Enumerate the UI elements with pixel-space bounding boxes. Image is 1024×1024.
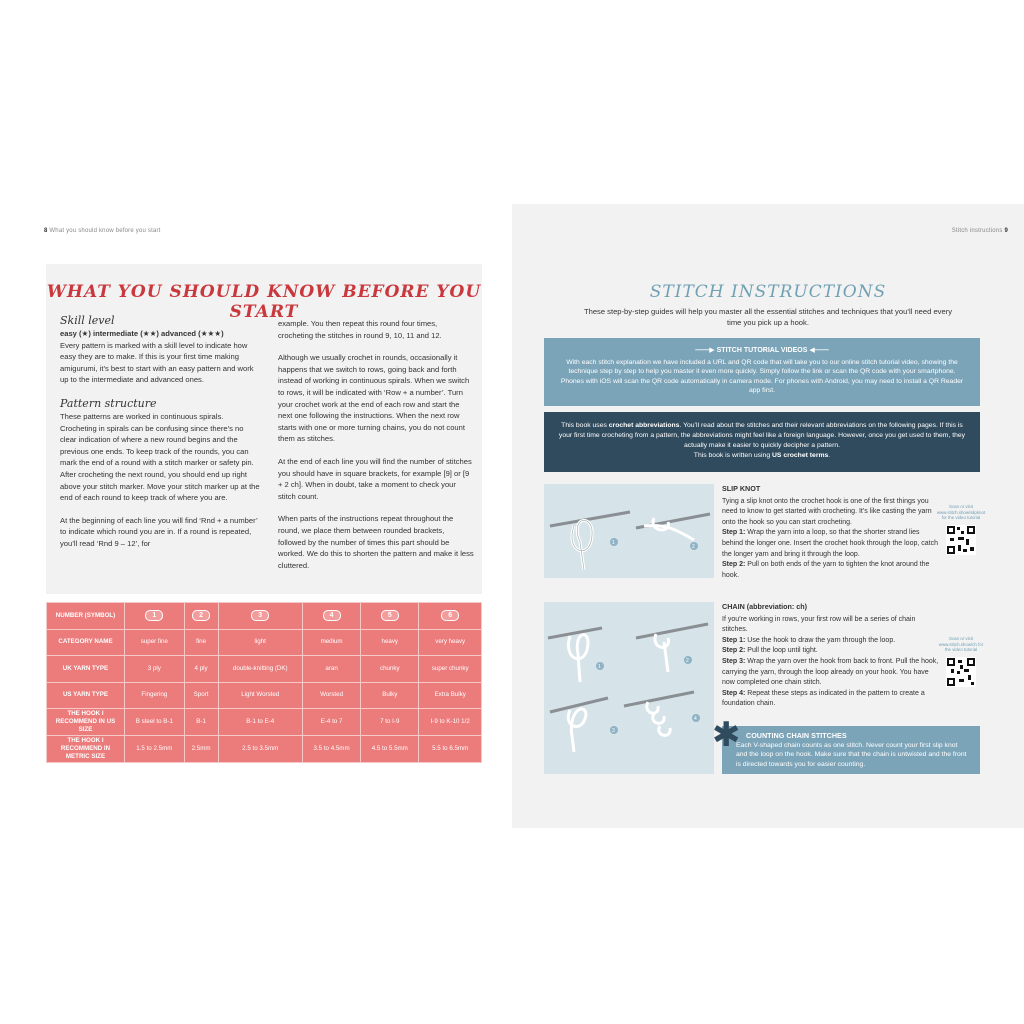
table-cell: Sport — [184, 682, 218, 709]
table-cell: aran — [302, 656, 360, 683]
slip-knot-drawing — [544, 484, 714, 578]
stitch-count-paragraph: At the end of each line you will find the number of stitches you should have in square brackets, for example [9] or [9 + 2 ch]. When in doubt, take a moment to check your stitch count. — [278, 456, 472, 501]
abbreviations-box: This book uses crochet abbreviations. You’ll read about the stitches and their relevant abbreviations on the following pages. If this is your first time crocheting from a pattern, the abbreviations might feel like a foreign language. However, once you get used to them, they actually make it easier to quickly decipher a pattern. This book is written using US crochet terms. — [544, 412, 980, 472]
table-cell: Bulky — [361, 682, 419, 709]
table-cell — [419, 603, 482, 630]
table-cell: 1.5 to 2.5mm — [125, 736, 185, 763]
pattern-structure-heading: Pattern structure — [60, 396, 157, 410]
table-row-header: UK YARN TYPE — [47, 656, 125, 683]
svg-text:1: 1 — [612, 540, 615, 546]
skill-level-heading: Skill level — [60, 314, 115, 327]
slip-knot-step-1: Step 1: Wrap the yarn into a loop, so that the shorter strand lies behind the longer one. Insert the crochet hook through the loop, catch the longer yarn and bring it through the loop. — [722, 529, 938, 558]
table-cell: 4.5 to 5.5mm — [361, 736, 419, 763]
running-head-text: Stitch instructions — [951, 228, 1003, 234]
page-subtitle: These step-by-step guides will help you master all the essential stitches and techniques that you’ll need every time you pick up a hook. — [583, 307, 953, 327]
table-row — [47, 682, 482, 709]
arrow-right-icon: ——▶ — [695, 347, 715, 354]
table-cell: Worsted — [302, 682, 360, 709]
chain-illustration — [544, 602, 714, 774]
table-cell: light — [218, 629, 302, 656]
yarn-weight-symbol-icon: 5 — [381, 610, 399, 621]
table-cell: 7 to I-9 — [361, 709, 419, 736]
slip-knot-intro: Tying a slip knot onto the crochet hook is one of the first things you need to know to get started with crocheting. It’s like casting the yarn onto the hook so you can start crocheting. — [722, 497, 932, 526]
rounds-paragraph: example. You then repeat this round four times, crocheting the stitches in round 9, 10, 11 and 12. — [278, 319, 442, 340]
table-row — [47, 629, 482, 656]
table-cell: 4 ply — [184, 656, 218, 683]
table-cell: Fingering — [125, 682, 185, 709]
running-head-left — [44, 228, 161, 234]
slip-knot-section — [722, 484, 940, 581]
yarn-weight-symbol-icon: 4 — [323, 610, 341, 621]
yarn-weight-symbol-icon: 3 — [251, 610, 269, 621]
table-cell: super chunky — [419, 656, 482, 683]
svg-text:3: 3 — [612, 728, 615, 734]
asterisk-icon: ✱ — [712, 716, 741, 754]
table-cell — [361, 603, 419, 630]
table-row — [47, 709, 482, 736]
chain-intro: If you’re working in rows, your first row will be a series of chain stitches. — [722, 615, 916, 634]
table-cell: 3.5 to 4.5mm — [302, 736, 360, 763]
table-cell — [184, 603, 218, 630]
qr-code-icon[interactable] — [946, 525, 976, 555]
counting-chain-heading: COUNTING CHAIN STITCHES — [746, 731, 847, 740]
table-cell: 2.5mm — [184, 736, 218, 763]
table-cell: B steel to B-1 — [125, 709, 185, 736]
slip-knot-qr[interactable] — [936, 504, 986, 555]
table-cell — [125, 603, 185, 630]
table-cell: E-4 to 7 — [302, 709, 360, 736]
svg-text:2: 2 — [692, 544, 695, 550]
yarn-weight-table — [46, 602, 482, 763]
left-page — [34, 224, 492, 784]
chain-qr-note: Scan or visit www.stitch.show/ch for the video tutorial — [938, 636, 984, 652]
table-cell: I-9 to K-10 1/2 — [419, 709, 482, 736]
table-row-header: CATEGORY NAME — [47, 629, 125, 656]
chain-step-1: Step 1: Use the hook to draw the yarn through the loop. — [722, 636, 896, 644]
chain-drawing — [544, 602, 714, 774]
table-row — [47, 656, 482, 683]
chain-section — [722, 602, 940, 710]
intro-panel — [46, 264, 482, 594]
page-number: 9 — [1004, 228, 1008, 234]
rows-paragraph: Although we usually crochet in rounds, occasionally it happens that we switch to rows, going back and forth instead of working in continuous spirals. When we switch to rows, it will be indicated with ‘Row + a number’. Turn your crochet work at the end of each row and start the next one following the instructions. When the next row starts with one or more turning chains, you do not count them as stitches. — [278, 353, 470, 444]
svg-text:4: 4 — [694, 716, 697, 722]
arrow-left-icon: ◀—— — [809, 347, 829, 354]
tutorial-videos-box — [544, 338, 980, 406]
chain-heading: CHAIN (abbreviation: ch) — [722, 602, 808, 611]
pattern-structure-p1: These patterns are worked in continuous spirals. Crocheting in spirals can be confusing since there’s no clear indication of where a new round begins and the previous one ends. To keep track of the rounds, you can mark the end of a round with a stitch marker or safety pin. After crocheting the next round, you should end up right above your stitch marker. Move your stitch marker up at the end of each round to keep track of where you are. — [60, 411, 260, 503]
chain-qr[interactable] — [936, 636, 986, 687]
running-head-text: What you should know before you start — [49, 228, 161, 234]
page-title: WHAT YOU SHOULD KNOW BEFORE YOU START — [46, 282, 482, 322]
table-row-header: THE HOOK I RECOMMEND IN US SIZE — [47, 709, 125, 736]
chain-step-4: Step 4: Repeat these steps as indicated in the pattern to create a foundation chain. — [722, 689, 925, 708]
chain-step-2: Step 2: Pull the loop until tight. — [722, 647, 818, 655]
slip-knot-heading: SLIP KNOT — [722, 484, 761, 493]
table-cell: B-1 to E-4 — [218, 709, 302, 736]
table-cell: 3 ply — [125, 656, 185, 683]
table-row — [47, 603, 482, 630]
table-row-header: NUMBER (SYMBOL) — [47, 603, 125, 630]
slip-knot-illustration — [544, 484, 714, 578]
table-row — [47, 736, 482, 763]
table-cell: 5.5 to 6.5mm — [419, 736, 482, 763]
left-column — [60, 314, 260, 554]
skill-level-text: Every pattern is marked with a skill level to indicate how easy they are to make. If this is your first time making amigurumi, it’s best to start with an easy pattern and work up to the intermediate and advanced ones. — [60, 340, 254, 385]
yarn-weight-symbol-icon: 6 — [441, 610, 459, 621]
table-row-header: THE HOOK I RECOMMEND IN METRIC SIZE — [47, 736, 125, 763]
chain-step-3: Step 3: Wrap the yarn over the hook from back to front. Pull the hook, carrying the yarn, through the loop already on your hook. You have now completed one chain stitch. — [722, 657, 939, 687]
counting-chain-text: Each V-shaped chain counts as one stitch. Never count your first slip knot and the loop on the hook. Make sure that the chain is untwisted and the front is directed towards you for easier counting. — [736, 741, 967, 768]
table-cell: chunky — [361, 656, 419, 683]
skill-level-legend: easy (★) intermediate (★★) advanced (★★★) — [60, 329, 224, 338]
svg-text:2: 2 — [686, 658, 689, 664]
pattern-structure-p2: At the beginning of each line you will find ‘Rnd + a number’ to indicate which round you are in. If a round is repeated, you’ll read ‘Rnd 9 – 12’, for — [60, 515, 258, 548]
table-cell — [302, 603, 360, 630]
table-cell — [218, 603, 302, 630]
counting-chain-box — [722, 726, 980, 774]
yarn-weight-symbol-icon: 2 — [192, 610, 210, 621]
right-page — [512, 204, 1024, 828]
running-head-right — [952, 228, 1008, 234]
table-cell: super fine — [125, 629, 185, 656]
slip-knot-step-2: Step 2: Pull on both ends of the yarn to tighten the knot around the hook. — [722, 561, 930, 579]
table-cell: Light Worsted — [218, 682, 302, 709]
table-cell: B-1 — [184, 709, 218, 736]
table-row-header: US YARN TYPE — [47, 682, 125, 709]
table-cell: very heavy — [419, 629, 482, 656]
table-cell: fine — [184, 629, 218, 656]
table-cell: heavy — [361, 629, 419, 656]
repeats-paragraph: When parts of the instructions repeat throughout the round, we place them between rounded brackets, followed by the number of times this part should be worked. We do this to shorten the pattern and make it less cluttered. — [278, 514, 474, 570]
svg-text:1: 1 — [598, 664, 601, 670]
tutorial-videos-heading: ——▶ STITCH TUTORIAL VIDEOS ◀—— — [695, 347, 829, 354]
table-cell: 2.5 to 3.5mm — [218, 736, 302, 763]
right-column — [278, 318, 474, 582]
yarn-weight-symbol-icon: 1 — [145, 610, 163, 621]
table-cell: double-knitting (DK) — [218, 656, 302, 683]
table-cell: Extra Bulky — [419, 682, 482, 709]
table-cell: medium — [302, 629, 360, 656]
qr-code-icon[interactable] — [946, 657, 976, 687]
tutorial-videos-text: With each stitch explanation we have included a URL and QR code that will take you to our online stitch tutorial video, showing the technique step by step to help you master it even more quickly. Simply follow the link or scan the QR code with your smartphone. Phones with iOS will scan the QR code automatically in camera mode. For phones with Android, you may need to install a QR Reader app first. — [560, 358, 964, 395]
slip-knot-qr-note: Scan or visit www.stitch.show/slipknot for the video tutorial — [936, 504, 986, 520]
page-number: 8 — [44, 228, 48, 234]
page-title: STITCH INSTRUCTIONS — [649, 282, 887, 302]
